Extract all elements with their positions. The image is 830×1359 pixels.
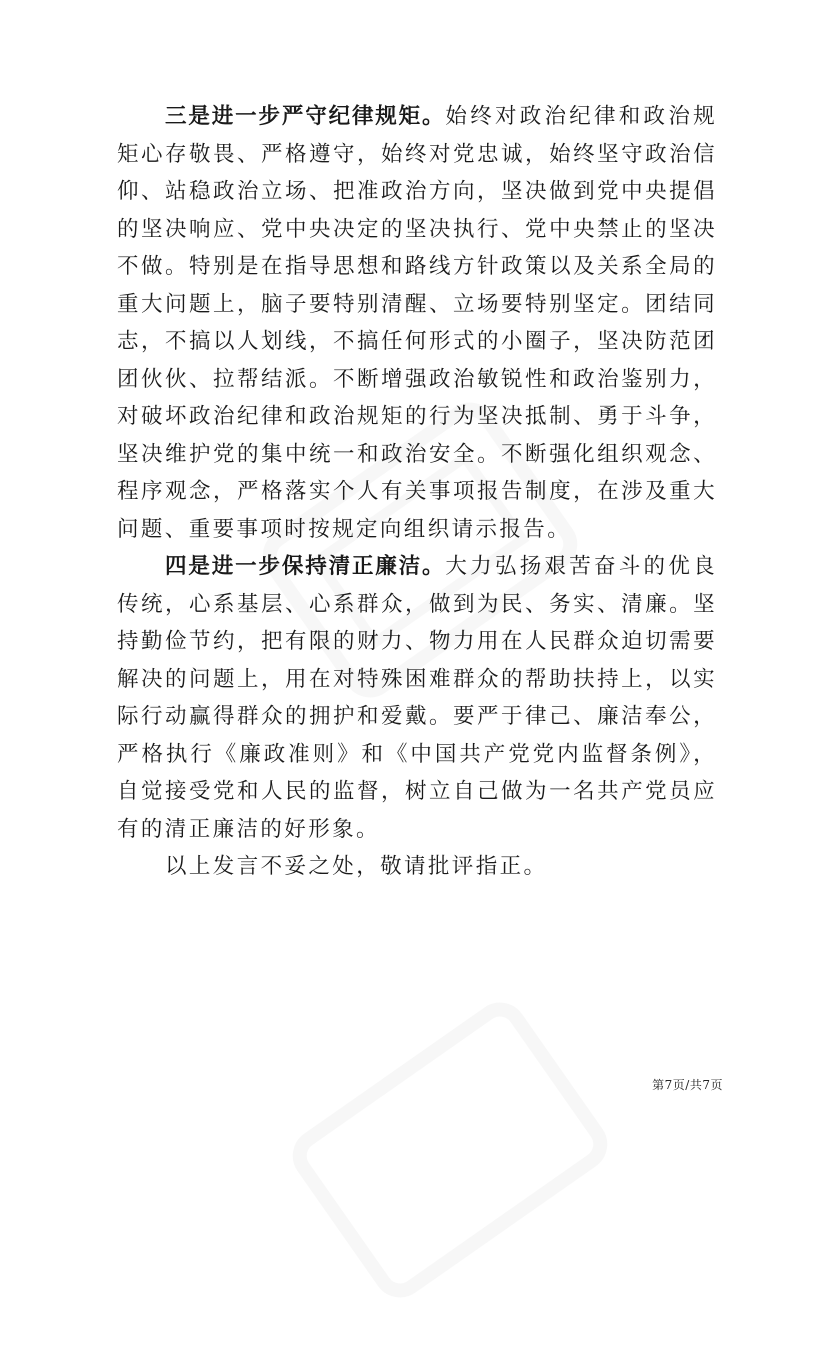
paragraph-text: 以上发言不妥之处，敬请批评指正。 [165,854,548,879]
paragraph-closing [117,848,717,886]
page-number: 第7页/共7页 [652,1078,723,1092]
paragraph-integrity [117,548,717,848]
watermark-logo-bottom [241,941,659,1359]
paragraph-text: 大力弘扬艰苦奋斗的优良传统，心系基层、心系群众，做到为民、务实、清廉。坚持勤俭节约，把有限的财力、物力用在人民群众迫切需要解决的问题上，用在对特殊困难群众的帮助扶持上，以实际行动赢得群众的拥护和爱戴。要严于律己、廉洁奉公，严格执行《廉政准则》和《中国共产党党内监督条例》，自觉接受党和人民的监督，树立自己做为一名共产党员应有的清正廉洁的好形象。 [117,554,717,842]
document-body [117,98,717,886]
paragraph-lead: 三是进一步严守纪律规矩。 [165,104,446,129]
paragraph-text: 始终对政治纪律和政治规矩心存敬畏、严格遵守，始终对党忠诚，始终坚守政治信仰、站稳政治立场、把准政治方向，坚决做到党中央提倡的坚决响应、党中央决定的坚决执行、党中央禁止的坚决不做。特别是在指导思想和路线方针政策以及关系全局的重大问题上，脑子要特别清醒、立场要特别坚定。团结同志，不搞以人划线，不搞任何形式的小圈子，坚决防范团团伙伙、拉帮结派。不断增强政治敏锐性和政治鉴别力，对破坏政治纪律和政治规矩的行为坚决抵制、勇于斗争，坚决维护党的集中统一和政治安全。不断强化组织观念、程序观念，严格落实个人有关事项报告制度，在涉及重大问题、重要事项时按规定向组织请示报告。 [117,104,717,542]
paragraph-lead: 四是进一步保持清正廉洁。 [165,554,446,579]
paragraph-discipline [117,98,717,548]
